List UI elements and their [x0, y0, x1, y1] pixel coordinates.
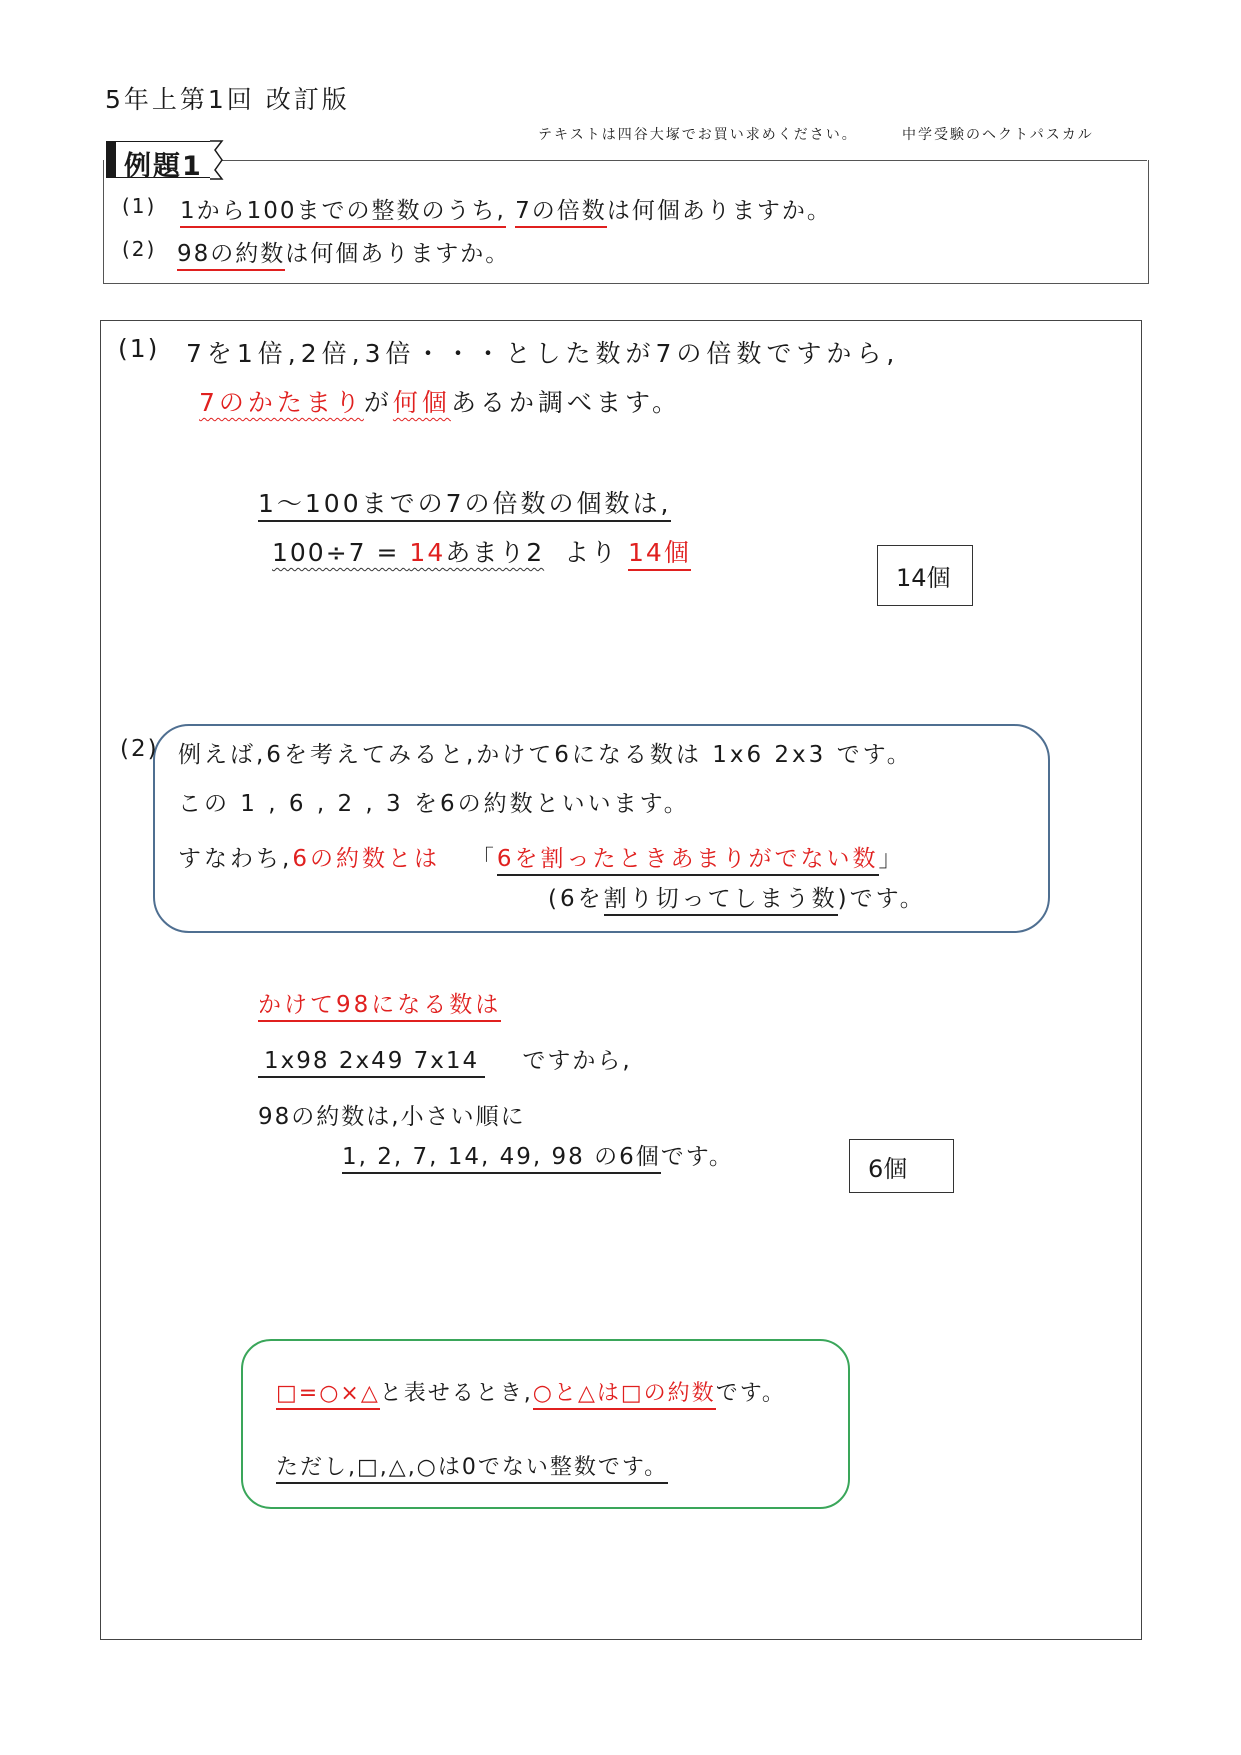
explanation-line1: 例えば,6を考えてみると,かけて6になる数は 1x6 2x3 です。	[178, 742, 913, 768]
note-formula: □=○×△	[276, 1381, 380, 1410]
calc-spacer-2	[618, 538, 628, 567]
example-tag-label: 例題1	[124, 151, 203, 182]
explanation-line2: この 1 , 6 , 2 , 3 を6の約数といいます。	[178, 791, 690, 817]
answer-2-result-box: 6個	[849, 1139, 954, 1193]
divides-evenly-text: 割り切ってしまう数	[604, 886, 838, 916]
question-2-post: は何個ありますか。	[285, 241, 511, 267]
ga-text: が	[363, 388, 393, 417]
paren-open-text: (6を	[548, 886, 604, 912]
divisors-intro: 98の約数は,小さい順に	[258, 1104, 526, 1130]
chunk-of-7-text: 7のかたまり	[199, 388, 364, 417]
divisors-line	[342, 1138, 734, 1171]
question-2	[177, 235, 510, 268]
quote-open: 「	[470, 846, 497, 872]
credit-text: テキストは四谷大塚でお買い求めください。	[538, 127, 858, 143]
factor-pairs-line	[258, 1042, 632, 1075]
note-desu: です。	[715, 1381, 786, 1406]
calc-answer: 14個	[628, 538, 691, 571]
question-2-emphasis: 98の約数	[177, 241, 285, 271]
quote-gap	[440, 846, 471, 872]
question-1	[180, 192, 832, 225]
factor-heading-text: かけて98になる数は	[258, 992, 501, 1022]
answer-1-line2	[199, 383, 681, 419]
calculation-line	[272, 533, 691, 569]
divisors-list: 1, 2, 7, 14, 49, 98 の6個	[342, 1144, 661, 1174]
calc-yori: より	[564, 538, 619, 567]
question-1-number: (1)	[122, 194, 157, 218]
document-title: 5年上第1回 改訂版	[105, 85, 350, 114]
note-divisor-statement: ○と△は□の約数	[533, 1381, 716, 1410]
question-2-number: (2)	[122, 237, 157, 261]
question-1-gap	[506, 198, 515, 224]
factor-pairs: 1x98 2x49 7x14	[258, 1048, 485, 1078]
explanation-line3	[178, 840, 905, 873]
divisor-of-6-text: 6の約数とは	[292, 846, 440, 872]
note-when: と表せるとき,	[379, 1381, 533, 1406]
answer-1-result-box: 14個	[877, 545, 973, 606]
how-many-text: 何個	[392, 388, 451, 417]
calc-quotient: 14	[409, 538, 446, 567]
answer-2-number: (2)	[120, 736, 159, 762]
calc-spacer	[544, 538, 564, 567]
pairs-gap	[485, 1048, 522, 1074]
question-1-pre: 1から100までの整数のうち,	[180, 198, 506, 228]
definition-text: 6を割ったときあまりがでない数	[497, 846, 879, 876]
note-condition: ただし,□,△,○は0でない整数です。	[276, 1455, 668, 1484]
pairs-tail: ですから,	[522, 1048, 632, 1074]
problem-box-top-border	[218, 160, 1147, 161]
line2-tail-text: あるか調べます。	[450, 388, 681, 417]
answer-1-line1: 7を1倍,2倍,3倍・・・とした数が7の倍数ですから,	[186, 339, 900, 368]
sunawachi-text: すなわち,	[178, 846, 293, 872]
divisors-tail: です。	[660, 1144, 734, 1170]
explanation-line4	[548, 880, 926, 913]
question-1-emphasis: 7の倍数	[515, 198, 607, 228]
calc-remainder: あまり2	[445, 538, 545, 567]
factor-heading	[258, 986, 501, 1019]
credit-brand: 中学受験のヘクトパスカル	[902, 127, 1094, 143]
question-1-post: は何個ありますか。	[606, 198, 832, 224]
count-line	[258, 484, 671, 520]
answer-1-number: (1)	[118, 334, 160, 363]
note-line2	[276, 1450, 668, 1481]
quote-close: 」	[878, 846, 905, 872]
example-tag-notch	[210, 140, 230, 180]
count-line-text: 1〜100までの7の倍数の個数は,	[258, 489, 671, 522]
note-line1	[276, 1376, 786, 1407]
paren-close-text: )です。	[837, 886, 926, 912]
calc-division: 100÷7 =	[272, 538, 410, 567]
